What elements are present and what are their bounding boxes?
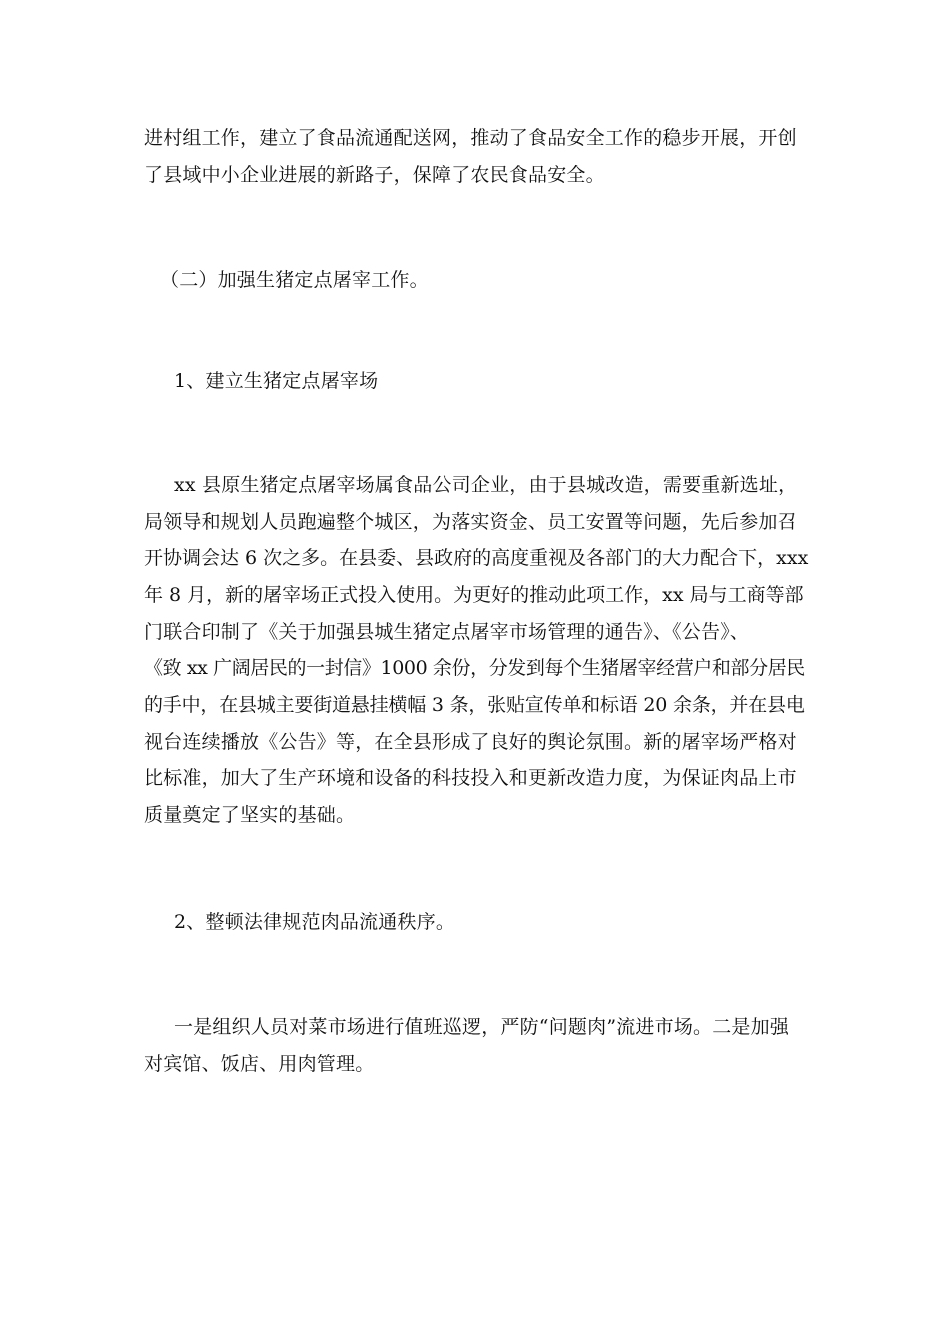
paragraph-1-line-1: 进村组工作，建立了食品流通配送网，推动了食品安全工作的稳步开展，开创 <box>144 127 797 149</box>
paragraph-2-line-5: 门联合印制了《关于加强县城生猪定点屠宰市场管理的通告》、《公告》、 <box>144 621 750 643</box>
paragraph-1-line-2: 了县域中小企业进展的新路子，保障了农民食品安全。 <box>144 164 605 186</box>
paragraph-2-line-3: 开协调会达 6 次之多。在县委、县政府的高度重视及各部门的大力配合下，xxx <box>144 547 809 569</box>
paragraph-2-line-10: 质量奠定了坚实的基础。 <box>144 804 356 826</box>
paragraph-2-line-8: 视台连续播放《公告》等，在全县形成了良好的舆论氛围。新的屠宰场严格对 <box>144 731 797 753</box>
subsection-heading-2: 2、整顿法律规范肉品流通秩序。 <box>174 911 456 933</box>
paragraph-2-line-9: 比标准，加大了生产环境和设备的科技投入和更新改造力度，为保证肉品上市 <box>144 767 797 789</box>
paragraph-2-line-2: 局领导和规划人员跑遍整个城区，为落实资金、员工安置等问题，先后参加召 <box>144 511 797 533</box>
paragraph-2-line-6: 《致 xx 广阔居民的一封信》1000 余份，分发到每个生猪屠宰经营户和部分居民 <box>144 657 805 679</box>
subsection-heading-1: 1、建立生猪定点屠宰场 <box>174 370 379 392</box>
paragraph-2-line-1: xx 县原生猪定点屠宰场属食品公司企业，由于县城改造，需要重新选址， <box>174 474 798 496</box>
paragraph-3-line-1: 一是组织人员对菜市场进行值班巡逻，严防“问题肉”流进市场。二是加强 <box>174 1016 790 1038</box>
section-heading-2: （二）加强生猪定点屠宰工作。 <box>160 269 429 291</box>
paragraph-3-line-2: 对宾馆、饭店、用肉管理。 <box>144 1053 375 1075</box>
paragraph-2-line-7: 的手中，在县城主要街道悬挂横幅 3 条，张贴宣传单和标语 20 余条，并在县电 <box>144 694 805 716</box>
paragraph-2-line-4: 年 8 月，新的屠宰场正式投入使用。为更好的推动此项工作，xx 局与工商等部 <box>144 584 804 606</box>
